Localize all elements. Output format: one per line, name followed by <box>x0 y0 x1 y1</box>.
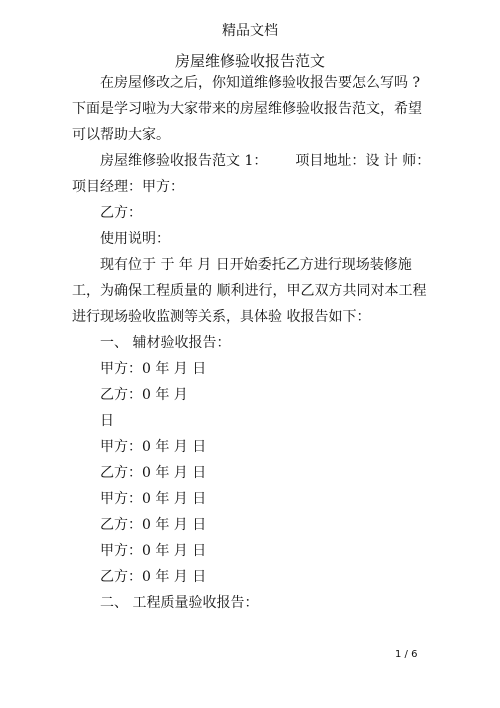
usage-note-line: 使用说明： <box>100 231 170 247</box>
signature-line: 甲方：0 年 月 日 <box>100 361 207 377</box>
signature-line: 甲方：0 年 月 日 <box>100 491 207 507</box>
signature-line: 乙方：0 年 月 日 <box>100 465 207 481</box>
signature-line: 乙方：0 年 月 日 <box>100 517 207 533</box>
section-1-heading: 一、 辅材验收报告： <box>100 335 231 351</box>
page-header: 精品文档 <box>222 23 278 39</box>
sample-heading-line <box>72 148 432 174</box>
page-number: 1 / 6 <box>395 649 418 660</box>
signature-line: 甲方：0 年 月 日 <box>100 543 207 559</box>
section-2-heading: 二、 工程质量验收报告： <box>100 595 259 611</box>
signature-line: 乙方：0 年 月 日 <box>100 569 207 585</box>
body-paragraph: 现有位于 于 年 月 日开始委托乙方进行现场装修施工，为确保工程质量的 顺利进行，甲乙双方共同对本工程进行现场验收监测等关系，具体验 收报告如下： <box>72 257 427 325</box>
project-address-label: 项目地址：设 计 师： <box>295 153 431 169</box>
document-title: 房屋维修验收报告范文 <box>174 52 325 70</box>
document-body <box>72 70 432 616</box>
intro-paragraph: 在房屋修改之后，你知道维修验收报告要怎么写吗 ?下面是学习啦为大家带来的房屋维修验收报告范文，希望可以帮助大家。 <box>72 75 422 143</box>
project-manager-line: 项目经理：甲方： <box>72 179 184 195</box>
party-b-line: 乙方： <box>100 205 142 221</box>
signature-line: 乙方：0 年 月 <box>100 387 188 403</box>
signature-line: 日 <box>100 413 114 429</box>
signature-line: 甲方：0 年 月 日 <box>100 439 207 455</box>
sample-label: 房屋维修验收报告范文 1： <box>100 153 268 169</box>
